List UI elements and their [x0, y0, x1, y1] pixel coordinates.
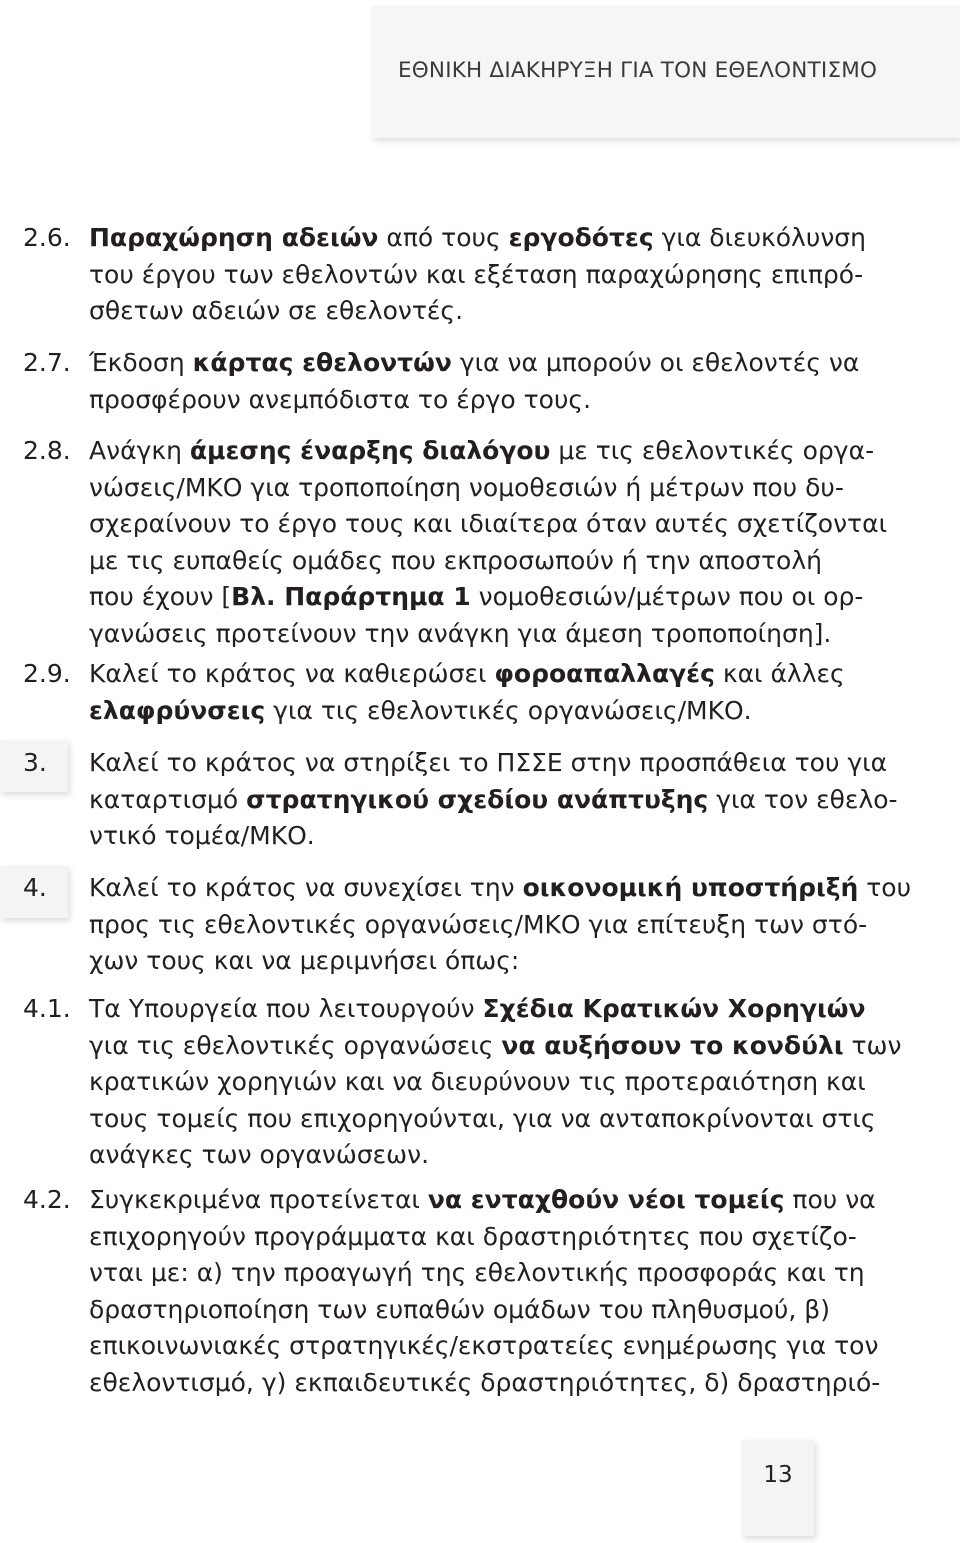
item-text: [89, 1182, 881, 1401]
text-line: [89, 1064, 866, 1101]
bold-text: εργοδότες: [508, 223, 654, 252]
text-line: [89, 543, 822, 580]
text-run: ανάγκες των οργανώσεων.: [89, 1140, 430, 1169]
text-run: για τον εθελο-: [708, 784, 898, 814]
text-run: χων τους και να μεριμνήσει όπως:: [89, 946, 520, 975]
text-run: Έκδοση: [89, 348, 193, 377]
text-run: Τα Υπουργεία που λειτουργούν: [89, 994, 483, 1023]
text-line: [89, 616, 832, 653]
text-run: για να μπορούν οι εθελοντές να: [451, 348, 860, 377]
text-line: [89, 1219, 857, 1256]
bold-text: Σχέδια Κρατικών Χορηγιών: [482, 994, 866, 1023]
text-line: [89, 257, 864, 294]
text-line: [89, 1028, 902, 1065]
item-number: 2.7.: [23, 348, 71, 377]
text-run: προς τις εθελοντικές οργανώσεις/ΜΚΟ για επίτευξη των στό-: [89, 909, 868, 939]
item-text: [89, 433, 888, 652]
item-number: 4.2.: [23, 1185, 71, 1214]
text-line: [89, 782, 898, 819]
text-line: [89, 943, 813, 980]
page-number-box: [742, 1440, 814, 1536]
text-run: προσφέρουν ανεμπόδιστα το έργο τους.: [89, 384, 592, 414]
text-run: γανώσεις προτείνουν την ανάγκη για άμεση τροποποίηση].: [89, 618, 832, 648]
text-run: για τις εθελοντικές οργανώσεις: [89, 1030, 502, 1060]
text-line: [89, 293, 813, 330]
text-run: του έργου των εθελοντών και εξέταση παραχώρησης επιπρό-: [89, 259, 864, 289]
item-number: 4.: [23, 873, 47, 902]
text-run: νται με: α) την προαγωγή της εθελοντικής προσφοράς και τη: [89, 1258, 865, 1287]
text-run: και άλλες: [714, 659, 845, 688]
text-run: σθετων αδειών σε εθελοντές.: [89, 296, 464, 325]
text-line: [89, 470, 844, 507]
item-text: [89, 870, 912, 980]
text-run: των: [843, 1030, 902, 1060]
item-number: 2.8.: [23, 436, 71, 465]
text-run: με τις εθελοντικές οργα-: [550, 436, 875, 465]
text-run: εθελοντισμό, γ) εκπαιδευτικές δραστηριότητες, δ) δραστηριό-: [89, 1367, 881, 1397]
item-number: 2.6.: [23, 223, 71, 252]
text-run: σχεραίνουν το έργο τους και ιδιαίτερα όταν αυτές σχετίζονται: [89, 509, 888, 538]
text-run: που να: [784, 1185, 876, 1214]
item-number: 2.9.: [23, 659, 71, 688]
bold-text: Παραχώρηση αδειών: [89, 223, 379, 252]
text-line: [89, 991, 866, 1028]
bold-text: κάρτας εθελοντών: [192, 348, 452, 377]
text-run: για διευκόλυνση: [653, 223, 866, 252]
item-text: [89, 345, 860, 418]
text-line: [89, 345, 860, 382]
text-line: [89, 1365, 881, 1402]
text-line: [89, 1101, 876, 1138]
text-line: [89, 220, 866, 257]
text-line: [89, 1137, 813, 1174]
text-run: για τις εθελοντικές οργανώσεις/ΜΚΟ.: [265, 695, 752, 725]
bold-text: άμεσης έναρξης διαλόγου: [189, 436, 551, 465]
bold-text: φοροαπαλλαγές: [494, 659, 715, 688]
text-line: [89, 818, 813, 855]
text-run: επιχορηγούν προγράμματα και δραστηριότητες που σχετίζο-: [89, 1221, 857, 1251]
bold-text: οικονομική υποστήριξή: [522, 873, 859, 902]
text-line: [89, 1292, 830, 1329]
text-line: [89, 433, 875, 470]
text-run: Συγκεκριμένα προτείνεται: [89, 1185, 428, 1214]
item-text: [89, 745, 898, 855]
item-number: 4.1.: [23, 994, 71, 1023]
bold-text: να ενταχθούν νέοι τομείς: [427, 1185, 785, 1214]
page-number: 13: [763, 1462, 793, 1488]
text-run: του: [858, 873, 912, 902]
item-text: [89, 220, 866, 330]
bold-text: να αυξήσουν το κονδύλι: [501, 1030, 844, 1060]
text-run: επικοινωνιακές στρατηγικές/εκστρατείες ενημέρωσης για τον: [89, 1331, 879, 1360]
text-run: με τις ευπαθείς ομάδες που εκπροσωπούν ή την αποστολή: [89, 545, 822, 575]
bold-text: στρατηγικού σχεδίου ανάπτυξης: [246, 784, 709, 814]
text-run: Καλεί το κράτος να συνεχίσει την: [89, 873, 523, 902]
text-run: κρατικών χορηγιών και να διευρύνουν τις προτεραιότηση και: [89, 1067, 866, 1096]
text-line: [89, 382, 813, 419]
text-run: ντικό τομέα/ΜΚΟ.: [89, 821, 315, 850]
text-run: Καλεί το κράτος να στηρίξει το ΠΣΣΕ στην προσπάθεια του για: [89, 748, 888, 777]
text-line: [89, 506, 888, 543]
text-run: Ανάγκη: [89, 436, 190, 465]
text-line: [89, 1328, 879, 1365]
text-run: καταρτισμό: [89, 784, 247, 814]
text-line: [89, 1182, 876, 1219]
text-run: από τους: [378, 223, 509, 252]
text-line: [89, 579, 864, 616]
text-run: δραστηριοποίηση των ευπαθών ομάδων του πληθυσμού, β): [89, 1294, 830, 1324]
text-line: [89, 656, 845, 693]
text-run: τους τομείς που επιχορηγούνται, για να ανταποκρίνονται στις: [89, 1103, 876, 1133]
item-text: [89, 656, 845, 729]
text-line: [89, 907, 868, 944]
text-line: [89, 693, 813, 730]
bold-text: Βλ. Παράρτημα 1: [231, 582, 471, 611]
text-line: [89, 1255, 865, 1292]
text-line: [89, 745, 888, 782]
text-run: Καλεί το κράτος να καθιερώσει: [89, 659, 495, 688]
text-run: νώσεις/ΜΚΟ για τροποποίηση νομοθεσιών ή μέτρων που δυ-: [89, 472, 844, 502]
document-title: ΕΘΝΙΚΗ ΔΙΑΚΗΡΥΞΗ ΓΙΑ ΤΟΝ ΕΘΕΛΟΝΤΙΣΜΟ: [398, 58, 878, 83]
item-number: 3.: [23, 748, 47, 777]
item-text: [89, 991, 902, 1174]
bold-text: ελαφρύνσεις: [89, 695, 266, 725]
text-run: που έχουν [: [89, 582, 232, 611]
text-run: νομοθεσιών/μέτρων που οι ορ-: [470, 582, 864, 611]
text-line: [89, 870, 912, 907]
